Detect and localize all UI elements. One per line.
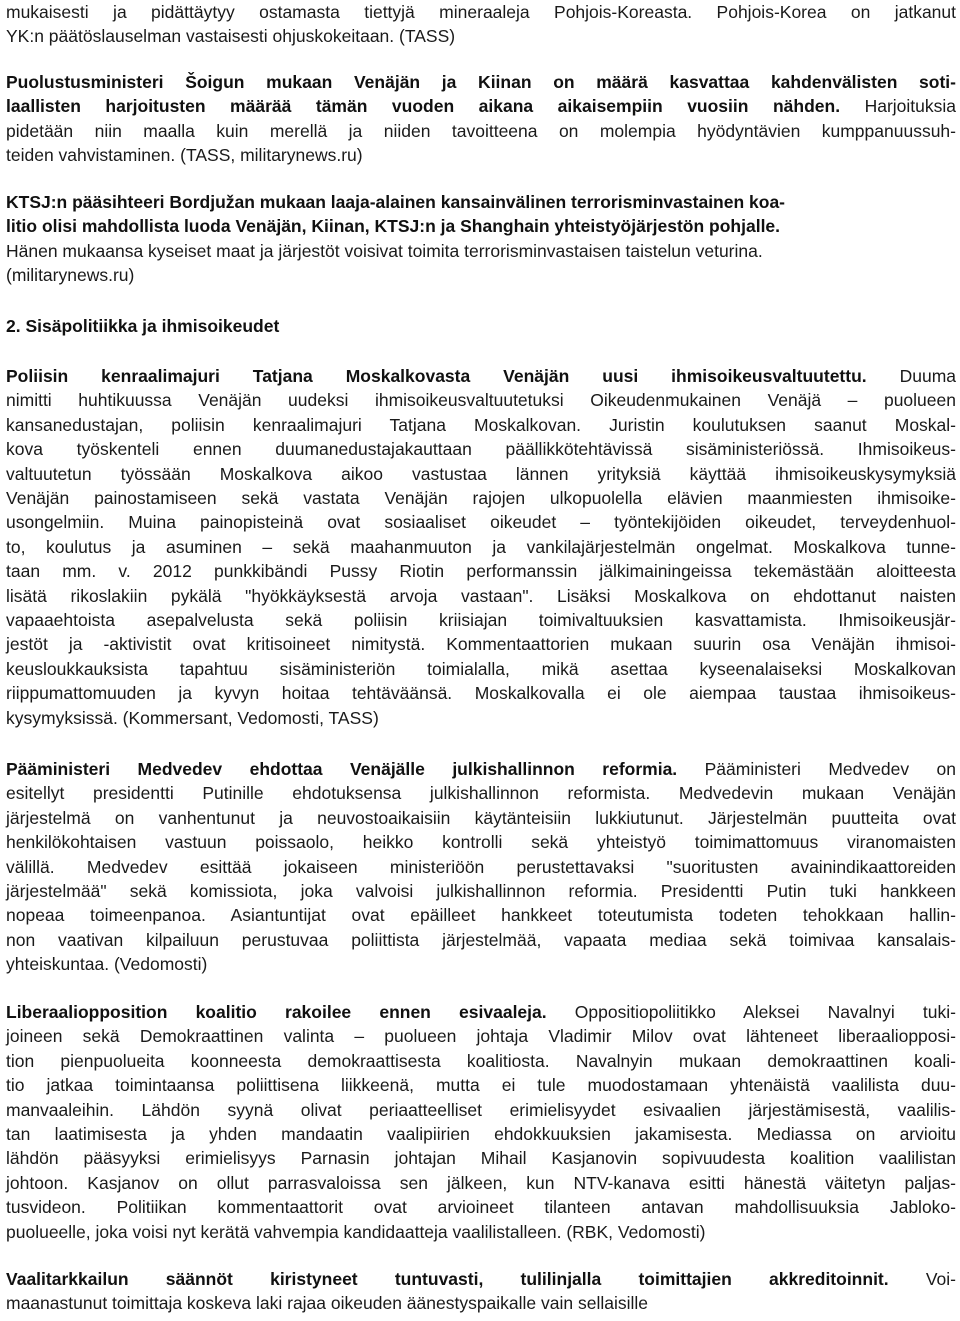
text-line xyxy=(6,1049,956,1073)
text-line xyxy=(6,879,956,903)
text-line xyxy=(6,706,956,730)
text-line xyxy=(6,119,956,143)
body-text: Duuma xyxy=(866,366,957,386)
text-line xyxy=(6,806,956,830)
text-line xyxy=(6,1171,956,1195)
text-line xyxy=(6,928,956,952)
text-line xyxy=(6,559,956,583)
text-line xyxy=(6,535,956,559)
body-text: manvaaleihin. Lähdön syynä olivat periaatteelliset erimielisyydet esivaalien järjestämisestä, vaalilis- xyxy=(6,1099,956,1120)
text-line xyxy=(6,1146,956,1170)
bold-text: Pääministeri Medvedev ehdottaa Venäjälle julkishallinnon reformia. xyxy=(6,759,678,779)
body-text: Hänen mukaansa kyseiset maat ja järjestöt voisivat toimita terrorisminvastaisen taistelun veturina. xyxy=(6,240,763,261)
text-line xyxy=(6,781,956,805)
body-text: välillä. Medvedev esittää jokaiseen ministeriöön perustettavaksi "suoritusten avainindikaattoreiden xyxy=(6,856,956,877)
bold-text: Vaalitarkkailun säännöt kiristyneet tuntuvasti, tulilinjalla toimittajien akkreditoinnit. xyxy=(6,1269,889,1289)
text-line xyxy=(6,1000,956,1024)
body-text: kansanedustajan, poliisin kenraalimajuri Tatjana Moskalkovan. Juristin koulutuksen saanut Moskal- xyxy=(6,414,956,435)
body-text: johtoon. Kasjanov on ollut parrasvaloissa sen jälkeen, kun NTV-kanava esitti hänestä väitetyn paljas- xyxy=(6,1172,956,1193)
text-line xyxy=(6,24,956,48)
body-text: järjestelmä on vanhentunut ja neuvostoaikaisiin käytänteisiin lukkiutunut. Järjestelmän puutteita ovat xyxy=(6,807,956,828)
body-text: nopeaa toimeenpanoa. Asiantuntijat ovat epäilleet hankkeet toteutumista todeten tehokkaan hallin- xyxy=(6,905,956,926)
body-text: kysymyksissä. (Kommersant, Vedomosti, TASS) xyxy=(6,707,379,728)
body-text: riippumattomuuden ja kyvyn hoitaa tehtäväänsä. Moskalkovalla ei ole aiempaa taustaa ihmisoikeus- xyxy=(6,683,956,704)
body-text: to, koulutus ja asuminen – sekä maahanmuuton ja vankilajärjestelmän ongelmat. Moskalkova tunne- xyxy=(6,536,956,557)
body-text: Harjoituksia xyxy=(840,96,956,117)
text-line xyxy=(6,462,956,486)
body-text: tan laatimisesta ja yhden mandaatin vaalipiirien ehdokkuuksien jakamisesta. Mediassa on arvioitu xyxy=(6,1124,956,1144)
body-text: teiden vahvistaminen. (TASS, militarynews.ru) xyxy=(6,145,363,166)
text-line xyxy=(6,632,956,656)
text-line xyxy=(6,584,956,608)
text-line xyxy=(6,1195,956,1219)
text-line xyxy=(6,214,956,238)
body-text: nimitti huhtikuussa Venäjän uudeksi ihmisoikeusvaltuutetuksi Oikeudenmukainen Venäjä – puolueen xyxy=(6,390,956,411)
body-text: kova työskenteli ennen duumanedustajakauttaan päällikkötehtävissä sisäministeriössä. Ihmisoikeus- xyxy=(6,439,956,460)
text-line xyxy=(6,681,956,705)
bold-text: litio olisi mahdollista luoda Venäjän, Kiinan, KTSJ:n ja Shanghain yhteistyöjärjestön pohjalle. xyxy=(6,216,781,237)
body-text: tio jatkaa toimintaansa poliittisena liikkeenä, mutta ei tule muodostamaan yhtenäistä vaalilista duu- xyxy=(6,1075,956,1096)
text-line xyxy=(6,364,956,388)
text-line xyxy=(6,94,956,118)
body-text: henkilökohtaisen vastuun poissaolo, heikko kontrolli sekä yhteistyö toimimattomuus viranomaisten xyxy=(6,832,956,853)
body-text: (militarynews.ru) xyxy=(6,265,135,286)
body-text: YK:n päätöslauselman vastaisesti ohjuskokeitaan. (TASS) xyxy=(6,26,456,47)
body-text: mukaisesti ja pidättäytyy ostamasta tiettyjä mineraaleja Pohjois-Koreasta. Pohjois-Korea on jatkanut xyxy=(6,2,956,22)
body-text: Oppositiopoliitikko Aleksei Navalnyi tuki- xyxy=(546,1002,956,1022)
text-line xyxy=(6,486,956,510)
body-text: lisätä rikoslakiin pykälä "hyökkäyksestä arvoja vastaan". Lisäksi Moskalkova on ehdottanut naisten xyxy=(6,585,956,606)
text-line xyxy=(6,657,956,681)
body-text: pidetään niin maalla kuin merellä ja niiden tavoitteena on molempia hyödyntävien kumppanuussuh- xyxy=(6,120,956,141)
body-text: Pääministeri Medvedev on xyxy=(677,759,957,779)
text-line xyxy=(6,1024,956,1048)
body-text: jestöt ja -aktivistit ovat kritisoineet nimitystä. Kommentaattorien mukaan suurin osa Venäjän ihmisoi- xyxy=(6,634,956,655)
text-line xyxy=(6,952,956,976)
section-heading: 2. Sisäpolitiikka ja ihmisoikeudet xyxy=(6,316,280,336)
body-text: joineen sekä Demokraattinen valinta – puolueen johtaja Vladimir Milov ovat lähteneet liberaaliopposi- xyxy=(6,1026,956,1047)
text-line xyxy=(6,1267,956,1291)
body-text: Voi- xyxy=(888,1269,956,1289)
text-line xyxy=(6,437,956,461)
text-line xyxy=(6,1122,956,1146)
body-text: yhteiskuntaa. (Vedomosti) xyxy=(6,954,208,975)
text-line xyxy=(6,855,956,879)
body-text: valtuutetun työssään Moskalkova aikoo vastustaa lännen yrityksiä käyttää ihmisoikeuskysymyksiä xyxy=(6,463,956,484)
bold-text: laallisten harjoitusten määrää tämän vuoden aikana aikaisempiin vuosiin nähden. xyxy=(6,96,841,117)
text-line xyxy=(6,70,956,94)
text-line xyxy=(6,1098,956,1122)
bold-text: Liberaaliopposition koalitio rakoilee ennen esivaaleja. xyxy=(6,1002,547,1022)
text-line xyxy=(6,608,956,632)
text-line xyxy=(6,388,956,412)
text-line xyxy=(6,239,956,263)
text-line xyxy=(6,1291,956,1315)
body-text: tusvideon. Politiikan kommentaattorit ovat arvioineet tilanteen antavan mahdollisuuksia Jabloko- xyxy=(6,1197,956,1218)
text-line xyxy=(6,190,956,214)
bold-text: KTSJ:n pääsihteeri Bordjužan mukaan laaja-alainen kansainvälinen terrorisminvastainen koa- xyxy=(6,192,786,212)
text-line xyxy=(6,510,956,534)
body-text: lähdön pääsyyksi erimielisyys Parnasin johtajan Mihail Kasjanovin sopivuudesta koalition vaalilistan xyxy=(6,1148,956,1169)
text-line xyxy=(6,830,956,854)
body-text: non vaativan kilpailuun perustuvaa poliittista järjestelmää, vapaata mediaa sekä toimivaa kansalais- xyxy=(6,929,956,950)
body-text: esitellyt presidentti Putinille ehdotuksensa julkishallinnon reformista. Medvedevin mukaan Venäjän xyxy=(6,783,956,804)
body-text: järjestelmää" sekä komissiota, joka valvoisi julkishallinnon reformia. Presidentti Putin tuki hankkeen xyxy=(6,881,956,901)
text-line xyxy=(6,263,956,287)
body-text: keusloukkauksista tapahtuu sisäministeriön toimialalla, mikä asettaa kyseenalaiseksi Moskalkovan xyxy=(6,658,956,679)
text-line xyxy=(6,143,956,167)
text-line xyxy=(6,1073,956,1097)
body-text: Venäjän painostamiseen sekä vastata Venäjän rajojen ulkopuolella elävien maanmiesten ihmisoike- xyxy=(6,488,956,508)
body-text: tion pienpuolueita koonneesta demokraattisesta koalitiosta. Navalnyin mukaan demokraattinen koali- xyxy=(6,1050,956,1071)
text-line xyxy=(6,413,956,437)
body-text: maanastunut toimittaja koskeva laki rajaa oikeuden äänestyspaikalle vain sellaisille xyxy=(6,1293,649,1314)
text-line xyxy=(6,0,956,24)
text-line xyxy=(6,757,956,781)
body-text: puolueelle, joka voisi nyt kerätä vahvempia kandidaatteja vaalilistalleen. (RBK, Vedomosti) xyxy=(6,1221,706,1242)
body-text: taan mm. v. 2012 punkkibändi Pussy Riotin performanssin jälkimainingeissa tekemästään aloitteesta xyxy=(6,561,956,582)
text-line xyxy=(6,903,956,927)
bold-text: Poliisin kenraalimajuri Tatjana Moskalkovasta Venäjän uusi ihmisoikeusvaltuutettu. xyxy=(6,366,867,386)
body-text: usongelmiin. Muina painopisteinä ovat sosiaaliset oikeudet – työntekijöiden oikeudet, terveydenhuol- xyxy=(6,512,956,533)
body-text: vapaaehtoista asepalvelusta sekä poliisin kriisiajan toimivaltuuksien kasvattamista. Ihmisoikeusjär- xyxy=(6,610,956,630)
bold-text: Puolustusministeri Šoigun mukaan Venäjän ja Kiinan on määrä kasvattaa kahdenvälisten soti- xyxy=(6,72,956,92)
text-line xyxy=(6,1220,956,1244)
